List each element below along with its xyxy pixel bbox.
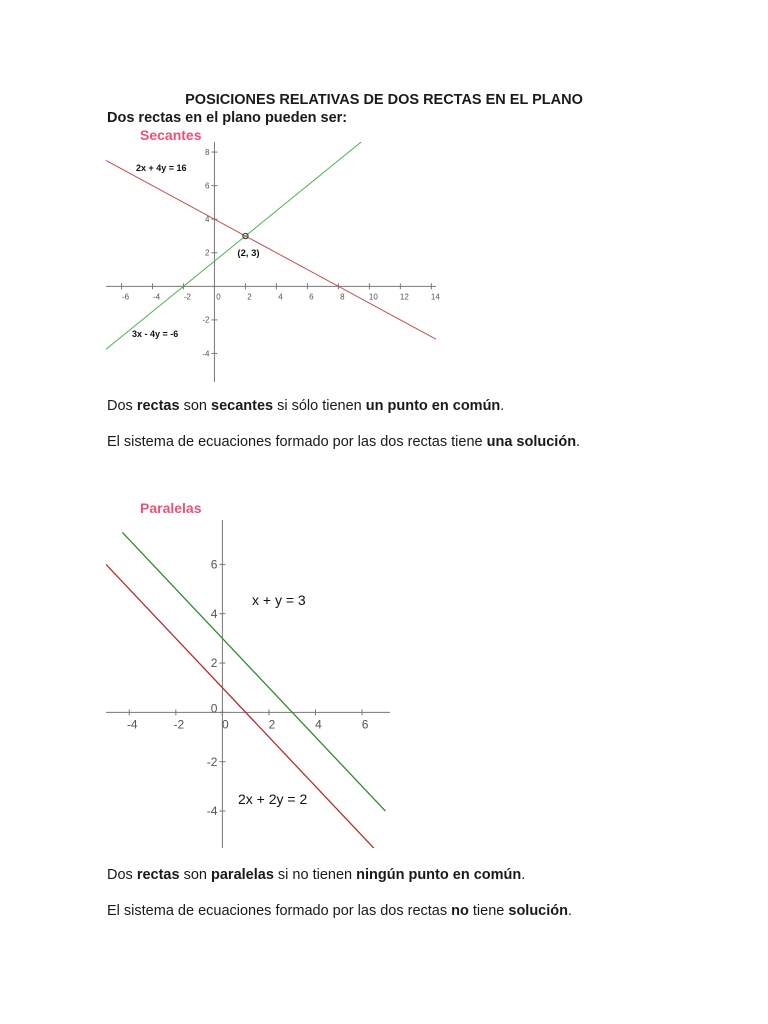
- secantes-paragraph-1: [107, 398, 504, 414]
- paralelas-paragraph-1: [107, 867, 525, 883]
- text-run: Dos: [107, 867, 137, 883]
- chart-title: Secantes: [140, 127, 202, 143]
- y-tick-label: 6: [204, 181, 210, 191]
- x-tick-label: 14: [430, 292, 440, 302]
- text-run: .: [500, 398, 505, 414]
- text-run: .: [568, 903, 573, 919]
- x-tick-label: 8: [340, 292, 345, 302]
- x-tick-label: -2: [173, 717, 185, 732]
- bold-run: paralelas: [211, 867, 274, 883]
- page-title: POSICIONES RELATIVAS DE DOS RECTAS EN EL PLANO: [185, 92, 583, 108]
- x-tick-label: -6: [121, 292, 130, 302]
- x-tick-label: 10: [368, 292, 378, 302]
- series-label-1: 2x + 4y = 16: [136, 163, 187, 173]
- x-tick-label: 2: [247, 292, 252, 302]
- series-label-2: 3x - 4y = -6: [132, 329, 179, 339]
- x-tick-label: 4: [315, 717, 322, 732]
- x-tick-label: -4: [152, 292, 161, 302]
- text-run: son: [179, 867, 211, 883]
- y-tick-label: -4: [202, 349, 210, 359]
- y-tick-label: 0: [210, 701, 218, 716]
- x-tick-label: 0: [222, 717, 229, 732]
- bold-run: rectas: [136, 398, 180, 414]
- text-run: Dos: [107, 398, 137, 414]
- text-run: si no tienen: [273, 867, 357, 883]
- series-label-1: x + y = 3: [252, 592, 306, 608]
- series-line-1: [106, 160, 436, 339]
- x-tick-label: -2: [183, 292, 192, 302]
- text-run: tiene: [468, 903, 509, 919]
- text-run: si sólo tienen: [273, 398, 366, 414]
- x-tick-label: -4: [126, 717, 138, 732]
- page-subtitle: Dos rectas en el plano pueden ser:: [107, 110, 348, 126]
- series-label-2: 2x + 2y = 2: [238, 791, 308, 807]
- x-tick-label: 2: [268, 717, 276, 732]
- text-run: .: [576, 434, 581, 450]
- bold-run: no: [451, 903, 469, 919]
- text-run: El sistema de ecuaciones formado por las dos rectas tiene: [107, 434, 487, 450]
- y-tick-label: 4: [204, 215, 210, 225]
- y-tick-label: 2: [204, 248, 210, 258]
- series-line-1: [122, 532, 385, 811]
- y-tick-label: -2: [202, 315, 210, 325]
- x-tick-label: 6: [309, 292, 314, 302]
- secantes-paragraph-2: [107, 434, 580, 450]
- y-tick-label: -4: [206, 804, 218, 819]
- y-tick-label: 6: [210, 557, 218, 572]
- y-tick-label: 8: [204, 147, 210, 157]
- y-tick-label: 4: [210, 606, 218, 621]
- bold-run: solución: [508, 903, 568, 919]
- bold-run: una solución: [486, 434, 577, 450]
- y-tick-label: 2: [210, 656, 218, 671]
- x-tick-label: 4: [278, 292, 283, 302]
- bold-run: ningún punto en común: [356, 867, 522, 883]
- text-run: .: [521, 867, 526, 883]
- bold-run: rectas: [136, 867, 180, 883]
- paralelas-chart: [104, 498, 394, 850]
- x-tick-label: 6: [361, 717, 369, 732]
- x-tick-label: 12: [399, 292, 409, 302]
- annotation-label: (2, 3): [237, 247, 260, 259]
- bold-run: un punto en común: [365, 398, 501, 414]
- secantes-chart: [104, 124, 440, 386]
- y-tick-label: -2: [206, 754, 218, 769]
- chart-title: Paralelas: [140, 500, 202, 516]
- x-tick-label: 0: [216, 292, 221, 302]
- text-run: El sistema de ecuaciones formado por las dos rectas: [107, 903, 452, 919]
- bold-run: secantes: [211, 398, 274, 414]
- text-run: son: [179, 398, 211, 414]
- paralelas-paragraph-2: [107, 903, 572, 919]
